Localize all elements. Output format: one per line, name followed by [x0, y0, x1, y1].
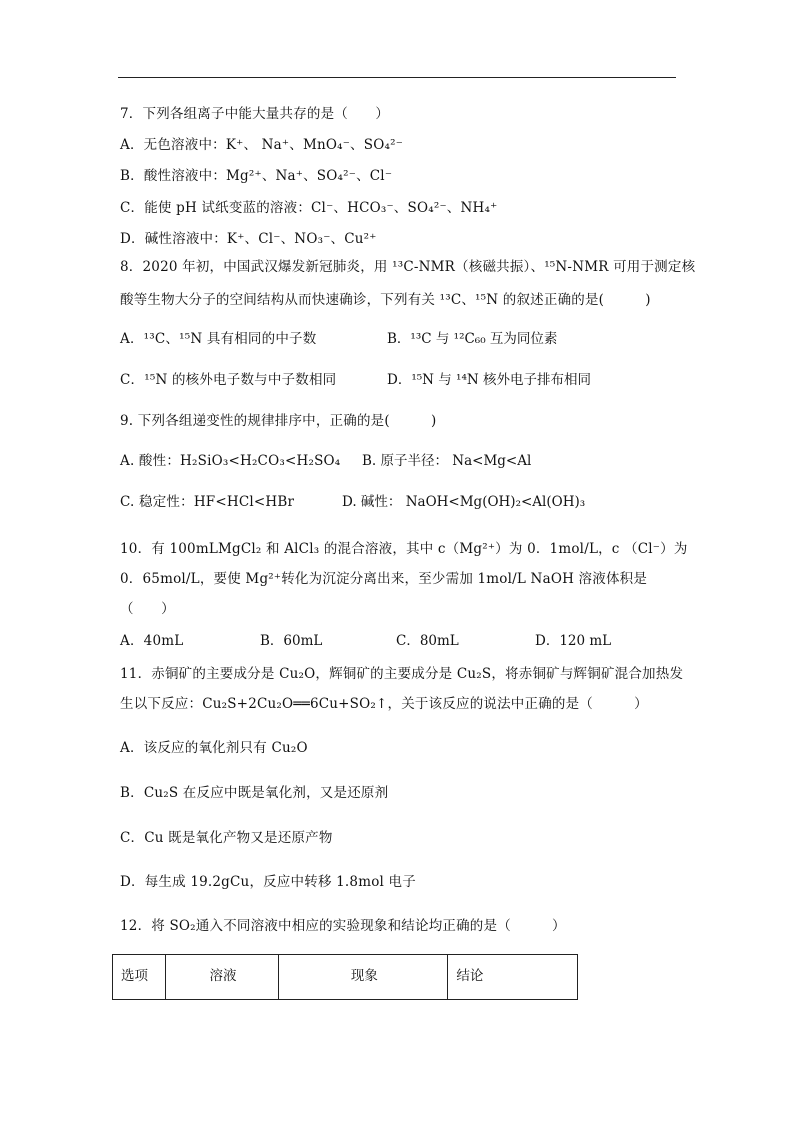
q11-stem-line2: 生以下反应：Cu₂S+2Cu₂O══6Cu+SO₂↑，关于该反应的说法中正确的是（ ） [120, 696, 648, 712]
q12-header-phenomenon: 现象 [279, 955, 448, 1000]
q12-stem: 12．将 SO₂通入不同溶液中相应的实验现象和结论均正确的是（ ） [120, 918, 566, 934]
q7-option-d: D．碱性溶液中：K⁺、Cl⁻、NO₃⁻、Cu²⁺ [120, 231, 377, 247]
q11-option-c: C．Cu 既是氧化产物又是还原产物 [120, 830, 333, 846]
q9-option-d: D. 碱性： NaOH<Mg(OH)₂<Al(OH)₃ [342, 494, 586, 510]
q9-option-a: A. 酸性：H₂SiO₃<H₂CO₃<H₂SO₄ [120, 453, 341, 469]
q7-option-c: C．能使 pH 试纸变蓝的溶液：Cl⁻、HCO₃⁻、SO₄²⁻、NH₄⁺ [120, 200, 498, 216]
q7-option-a: A．无色溶液中：K⁺、 Na⁺、MnO₄⁻、SO₄²⁻ [120, 137, 404, 153]
q9-option-c: C. 稳定性：HF<HCl<HBr [120, 494, 295, 510]
q12-header-conclusion: 结论 [448, 955, 578, 1000]
q10-option-d: D．120 mL [535, 633, 612, 649]
q10-option-c: C．80mL [396, 633, 459, 649]
q9-option-b: B. 原子半径： Na<Mg<Al [362, 453, 532, 469]
q11-option-d: D．每生成 19.2gCu，反应中转移 1.8mol 电子 [120, 874, 416, 890]
q10-stem-line2: 0．65mol/L，要使 Mg²⁺转化为沉淀分离出来，至少需加 1mol/L NaOH 溶液体积是 [120, 571, 648, 587]
q10-option-a: A．40mL [120, 633, 184, 649]
q7-option-b: B．酸性溶液中：Mg²⁺、Na⁺、SO₄²⁻、Cl⁻ [120, 168, 393, 184]
q9-stem: 9. 下列各组递变性的规律排序中，正确的是( ) [120, 413, 437, 429]
q10-stem-line3: （ ） [120, 601, 175, 617]
q8-option-d: D．¹⁵N 与 ¹⁴N 核外电子排布相同 [387, 372, 591, 388]
q11-option-b: B．Cu₂S 在反应中既是氧化剂，又是还原剂 [120, 785, 389, 801]
q8-option-a: A．¹³C、¹⁵N 具有相同的中子数 [120, 331, 317, 347]
q8-option-c: C．¹⁵N 的核外电子数与中子数相同 [120, 372, 337, 388]
q8-stem-line1: 8．2020 年初，中国武汉爆发新冠肺炎，用 ¹³C-NMR（核磁共振）、¹⁵N-NMR 可用于测定核 [120, 259, 696, 275]
q12-header-option: 选项 [113, 955, 166, 1000]
q11-stem-line1: 11．赤铜矿的主要成分是 Cu₂O，辉铜矿的主要成分是 Cu₂S，将赤铜矿与辉铜矿混合加热发 [120, 666, 684, 682]
q10-stem-line1: 10．有 100mLMgCl₂ 和 AlCl₃ 的混合溶液，其中 c（Mg²⁺）为 0．1mol/L，c （Cl⁻）为 [120, 541, 688, 557]
q12-table-header-row [113, 955, 578, 1000]
q10-option-b: B．60mL [260, 633, 323, 649]
q7-stem: 7．下列各组离子中能大量共存的是（ ） [120, 106, 390, 122]
q12-table [112, 954, 578, 1000]
q12-header-solution: 溶液 [165, 955, 279, 1000]
q11-option-a: A．该反应的氧化剂只有 Cu₂O [120, 740, 308, 756]
q8-stem-line2: 酸等生物大分子的空间结构从而快速确诊，下列有关 ¹³C、¹⁵N 的叙述正确的是( ) [120, 292, 651, 308]
q8-option-b: B．¹³C 与 ¹²C₆₀ 互为同位素 [387, 331, 558, 347]
header-rule [118, 77, 676, 78]
